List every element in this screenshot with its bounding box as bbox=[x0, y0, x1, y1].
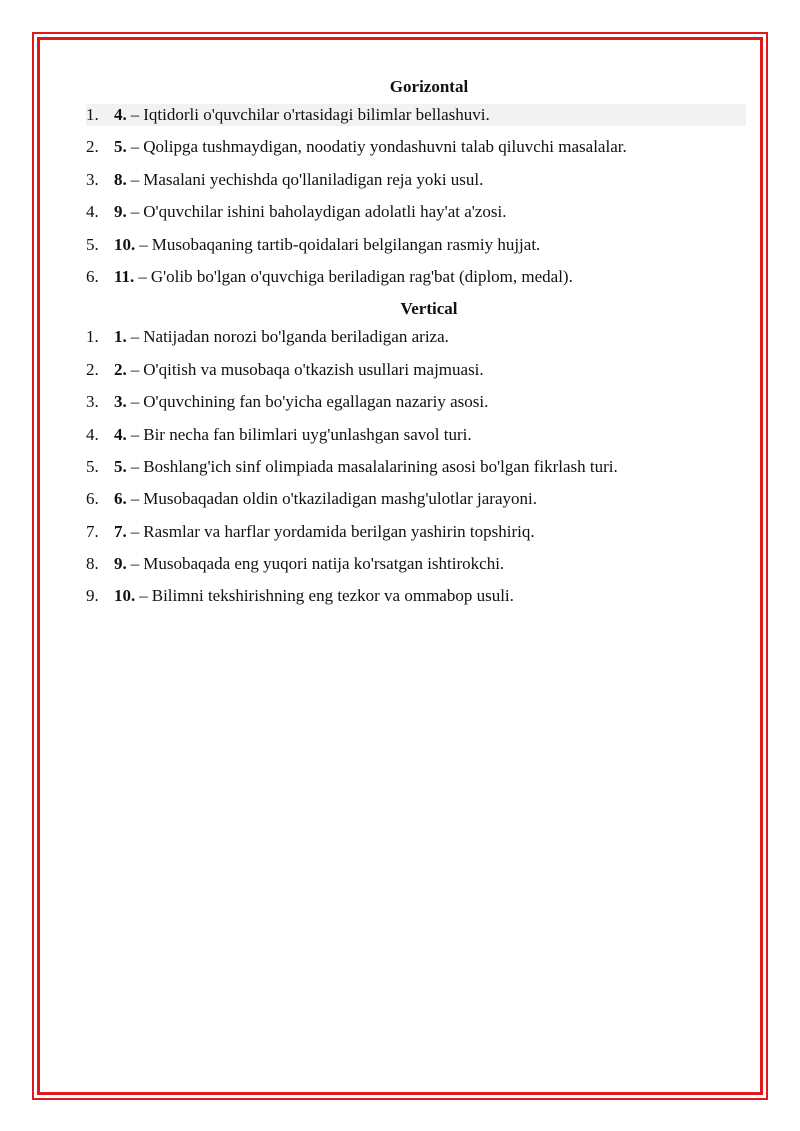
list-item bbox=[86, 266, 746, 288]
list-item bbox=[86, 201, 746, 223]
list-index: 3. bbox=[86, 392, 99, 412]
clue-number: 4. bbox=[114, 105, 127, 124]
list-item bbox=[86, 136, 746, 158]
clue-text: Bir necha fan bilimlari uyg'unlashgan savol turi. bbox=[143, 424, 472, 444]
clue-number: 5. bbox=[114, 456, 127, 476]
clue-number: 7. bbox=[114, 521, 127, 541]
clue-dash: – bbox=[130, 456, 140, 476]
clue-dash: – bbox=[130, 359, 140, 379]
list-index: 5. bbox=[86, 456, 99, 476]
clue-dash: – bbox=[139, 586, 148, 606]
clue-dash: – bbox=[130, 554, 140, 574]
document-body bbox=[86, 76, 746, 618]
clue-number: 8. bbox=[114, 169, 127, 189]
list-item bbox=[86, 169, 746, 191]
list-item bbox=[86, 553, 746, 575]
list-item bbox=[86, 488, 746, 510]
list-item bbox=[86, 424, 746, 446]
clue-text: Iqtidorli o'quvchilar o'rtasidagi bilimlar bellashuvi. bbox=[143, 105, 490, 124]
list-item bbox=[86, 326, 746, 348]
clue-text: Masalani yechishda qo'llaniladigan reja yoki usul. bbox=[143, 169, 484, 189]
clue-text: G'olib bo'lgan o'quvchiga beriladigan rag'bat (diplom, medal). bbox=[150, 266, 573, 286]
clue-dash: – bbox=[130, 327, 140, 347]
clue-text: O'quvchining fan bo'yicha egallagan nazariy asosi. bbox=[143, 392, 489, 412]
vertical-clue-list bbox=[86, 326, 746, 607]
list-item bbox=[86, 521, 746, 543]
clue-number: 10. bbox=[114, 234, 136, 254]
clue-dash: – bbox=[130, 105, 140, 124]
section-title-gorizontal: Gorizontal bbox=[389, 77, 469, 96]
list-index: 9. bbox=[86, 586, 99, 606]
clue-dash: – bbox=[130, 169, 140, 189]
clue-number: 6. bbox=[114, 489, 127, 509]
clue-number: 5. bbox=[114, 137, 127, 157]
clue-number: 2. bbox=[114, 359, 127, 379]
list-item bbox=[86, 104, 746, 126]
list-item bbox=[86, 456, 746, 478]
clue-number: 9. bbox=[114, 554, 127, 574]
gorizontal-clue-list bbox=[86, 104, 746, 288]
clue-number: 9. bbox=[114, 202, 127, 222]
list-index: 2. bbox=[86, 359, 99, 379]
clue-dash: – bbox=[130, 521, 140, 541]
clue-text: Boshlang'ich sinf olimpiada masalalarining asosi bo'lgan fikrlash turi. bbox=[143, 456, 618, 476]
clue-dash: – bbox=[130, 202, 140, 222]
clue-text: O'quvchilar ishini baholaydigan adolatli hay'at a'zosi. bbox=[143, 202, 507, 222]
clue-text: Musobaqadan oldin o'tkaziladigan mashg'ulotlar jarayoni. bbox=[143, 489, 537, 509]
clue-dash: – bbox=[130, 424, 140, 444]
clue-text: Musobaqaning tartib-qoidalari belgilangan rasmiy hujjat. bbox=[151, 234, 541, 254]
clue-dash: – bbox=[138, 266, 147, 286]
list-item bbox=[86, 585, 746, 607]
clue-number: 4. bbox=[114, 424, 127, 444]
clue-dash: – bbox=[130, 137, 140, 157]
list-item bbox=[86, 359, 746, 381]
list-index: 1. bbox=[86, 105, 99, 124]
clue-text: O'qitish va musobaqa o'tkazish usullari majmuasi. bbox=[143, 359, 484, 379]
clue-text: Rasmlar va harflar yordamida berilgan yashirin topshiriq. bbox=[143, 521, 535, 541]
list-item bbox=[86, 234, 746, 256]
list-index: 5. bbox=[86, 234, 99, 254]
clue-text: Natijadan norozi bo'lganda beriladigan ariza. bbox=[143, 327, 449, 347]
list-index: 2. bbox=[86, 137, 99, 157]
list-index: 4. bbox=[86, 424, 99, 444]
list-index: 3. bbox=[86, 169, 99, 189]
clue-number: 1. bbox=[114, 327, 127, 347]
list-index: 8. bbox=[86, 554, 99, 574]
clue-number: 3. bbox=[114, 392, 127, 412]
list-index: 7. bbox=[86, 521, 99, 541]
clue-dash: – bbox=[139, 234, 148, 254]
list-item bbox=[86, 391, 746, 413]
clue-text: Qolipga tushmaydigan, noodatiy yondashuvni talab qiluvchi masalalar. bbox=[143, 137, 627, 157]
list-index: 1. bbox=[86, 327, 99, 347]
clue-number: 10. bbox=[114, 586, 136, 606]
clue-dash: – bbox=[130, 489, 140, 509]
list-index: 6. bbox=[86, 489, 99, 509]
list-index: 6. bbox=[86, 266, 99, 286]
clue-number: 11. bbox=[114, 266, 135, 286]
section-title-vertical: Vertical bbox=[400, 299, 458, 319]
clue-text: Bilimni tekshirishning eng tezkor va ommabop usuli. bbox=[151, 586, 514, 606]
clue-text: Musobaqada eng yuqori natija ko'rsatgan ishtirokchi. bbox=[143, 554, 505, 574]
list-index: 4. bbox=[86, 202, 99, 222]
clue-dash: – bbox=[130, 392, 140, 412]
